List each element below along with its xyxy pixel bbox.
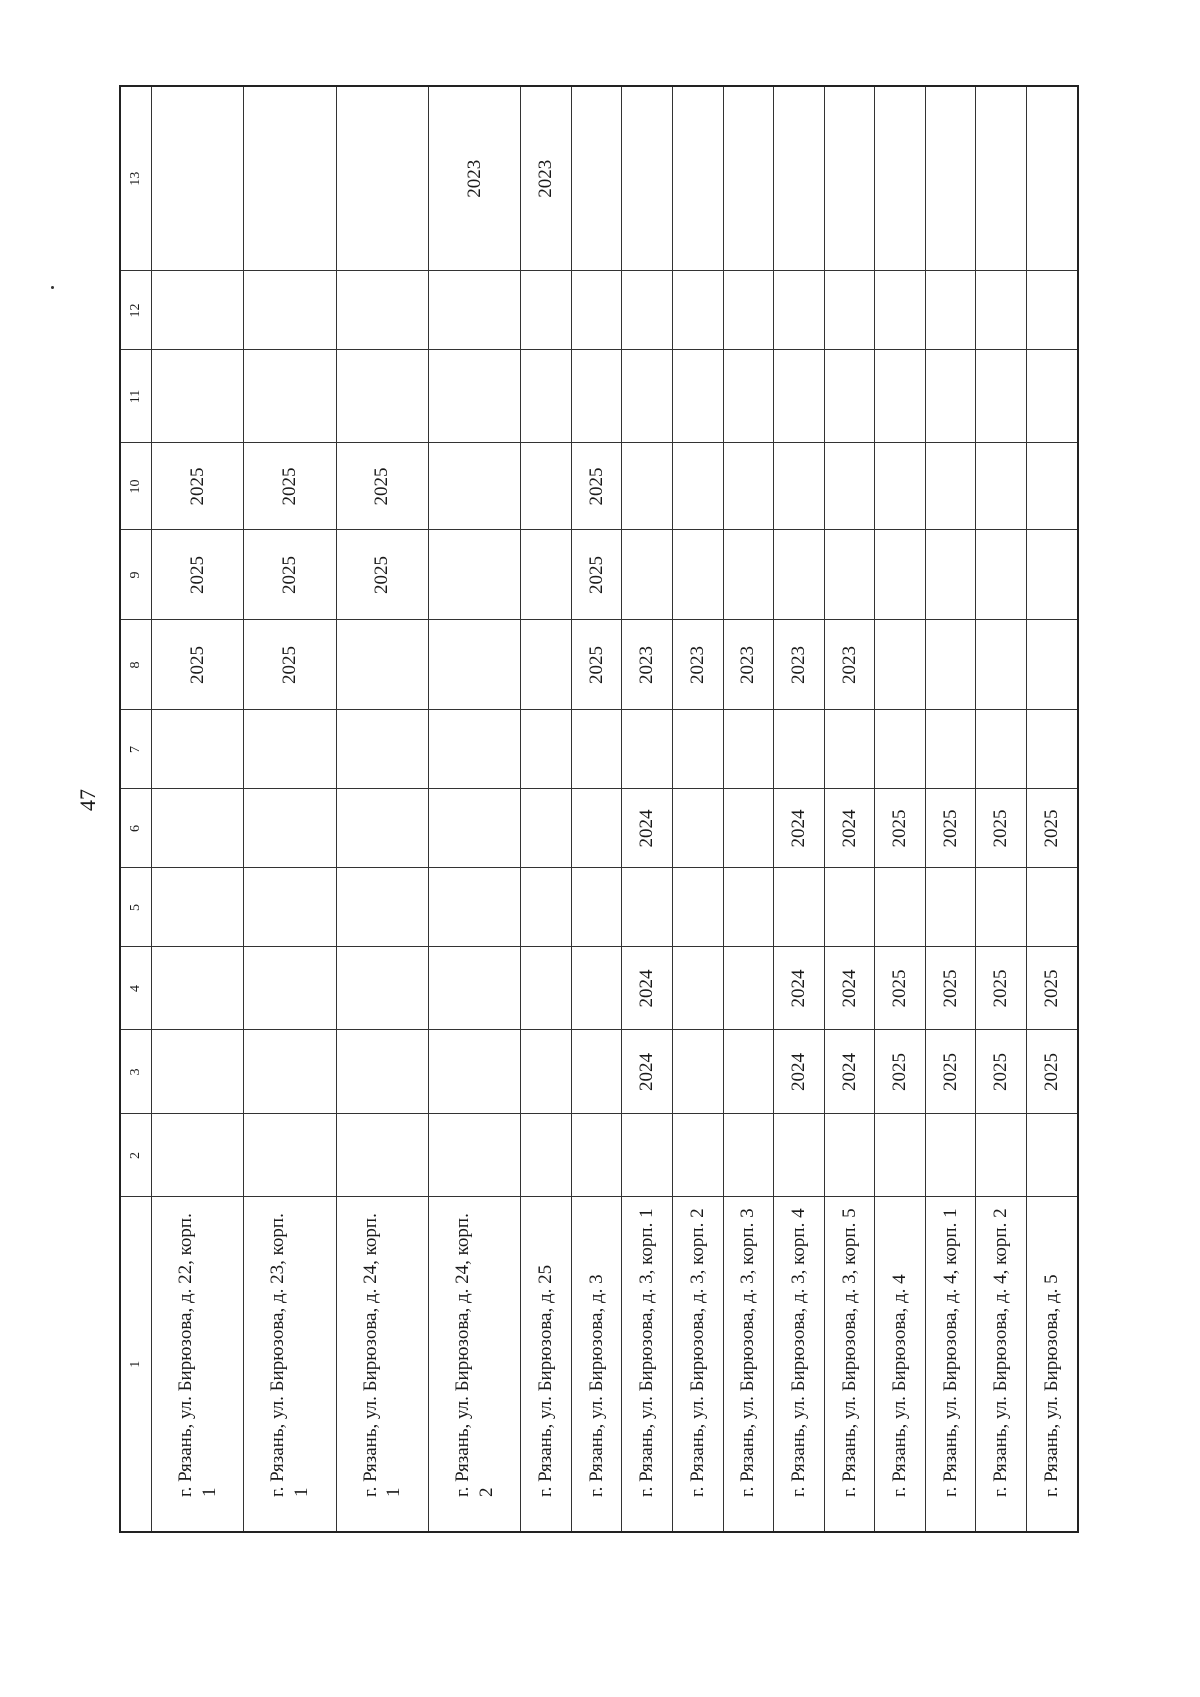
year-cell	[875, 1114, 926, 1197]
year-cell	[1026, 86, 1078, 271]
year-cell	[571, 1030, 622, 1114]
year-cell	[622, 1114, 673, 1197]
year-cell	[774, 443, 825, 530]
year-cell	[521, 789, 572, 868]
year-cell	[1026, 443, 1078, 530]
table-row	[571, 86, 622, 1532]
year-cell	[428, 443, 520, 530]
year-cell	[428, 710, 520, 789]
year-cell	[521, 350, 572, 443]
address-cell: г. Рязань, ул. Бирюзова, д. 3, корп. 5	[824, 1197, 875, 1532]
year-cell	[244, 789, 336, 868]
year-cell: 2025	[244, 530, 336, 620]
year-cell	[1026, 271, 1078, 350]
year-cell: 2025	[571, 620, 622, 710]
address-cell: г. Рязань, ул. Бирюзова, д. 4, корп. 2	[976, 1197, 1027, 1532]
year-cell	[336, 620, 428, 710]
column-number: 8	[120, 620, 152, 710]
year-cell	[244, 86, 336, 271]
table-row	[244, 86, 336, 1532]
year-cell	[244, 1114, 336, 1197]
year-cell	[976, 350, 1027, 443]
year-cell	[976, 710, 1027, 789]
year-cell	[723, 789, 774, 868]
year-cell	[336, 86, 428, 271]
year-cell	[723, 868, 774, 947]
year-cell	[723, 350, 774, 443]
year-cell	[1026, 868, 1078, 947]
year-cell	[622, 530, 673, 620]
column-number: 1	[120, 1197, 152, 1532]
year-cell	[723, 710, 774, 789]
year-cell	[723, 443, 774, 530]
scan-speck	[51, 286, 54, 289]
year-cell	[428, 1030, 520, 1114]
column-number: 12	[120, 271, 152, 350]
year-cell	[875, 443, 926, 530]
year-cell	[428, 271, 520, 350]
year-cell	[774, 530, 825, 620]
year-cell	[521, 1114, 572, 1197]
address-cell: г. Рязань, ул. Бирюзова, д. 22, корп. 1	[152, 1197, 244, 1532]
year-cell: 2025	[152, 443, 244, 530]
year-cell	[521, 443, 572, 530]
year-cell	[875, 86, 926, 271]
table-row	[723, 86, 774, 1532]
year-cell	[976, 620, 1027, 710]
year-cell: 2024	[824, 1030, 875, 1114]
year-cell	[428, 620, 520, 710]
page-number: 47	[75, 789, 100, 811]
year-cell: 2023	[824, 620, 875, 710]
year-cell: 2024	[622, 789, 673, 868]
year-cell	[925, 271, 976, 350]
year-cell	[571, 271, 622, 350]
year-cell	[925, 620, 976, 710]
year-cell	[428, 789, 520, 868]
year-cell	[152, 271, 244, 350]
year-cell	[152, 947, 244, 1030]
year-cell	[673, 1030, 724, 1114]
year-cell	[976, 868, 1027, 947]
year-cell	[336, 868, 428, 947]
year-cell	[824, 271, 875, 350]
year-cell	[622, 868, 673, 947]
table-row	[976, 86, 1027, 1532]
table-row	[925, 86, 976, 1532]
year-cell	[925, 86, 976, 271]
column-number: 3	[120, 1030, 152, 1114]
year-cell: 2025	[976, 789, 1027, 868]
year-cell	[723, 86, 774, 271]
year-cell	[723, 1030, 774, 1114]
year-cell: 2024	[774, 789, 825, 868]
year-cell	[774, 1114, 825, 1197]
year-cell	[875, 530, 926, 620]
year-cell	[244, 710, 336, 789]
year-cell	[824, 1114, 875, 1197]
address-cell: г. Рязань, ул. Бирюзова, д. 24, корп. 1	[336, 1197, 428, 1532]
year-cell: 2025	[1026, 947, 1078, 1030]
year-cell	[571, 350, 622, 443]
year-cell	[622, 443, 673, 530]
year-cell	[925, 530, 976, 620]
year-cell	[622, 271, 673, 350]
year-cell	[152, 1114, 244, 1197]
address-cell: г. Рязань, ул. Бирюзова, д. 4, корп. 1	[925, 1197, 976, 1532]
year-cell	[152, 86, 244, 271]
year-cell: 2025	[976, 947, 1027, 1030]
year-cell	[976, 530, 1027, 620]
year-cell: 2025	[1026, 1030, 1078, 1114]
schedule-table	[119, 85, 1079, 1533]
year-cell: 2025	[925, 1030, 976, 1114]
year-cell: 2024	[774, 1030, 825, 1114]
year-cell	[824, 868, 875, 947]
address-cell: г. Рязань, ул. Бирюзова, д. 3, корп. 2	[673, 1197, 724, 1532]
column-number: 6	[120, 789, 152, 868]
year-cell	[336, 947, 428, 1030]
year-cell	[824, 350, 875, 443]
year-cell	[571, 1114, 622, 1197]
address-cell: г. Рязань, ул. Бирюзова, д. 25	[521, 1197, 572, 1532]
year-cell	[521, 530, 572, 620]
year-cell	[428, 868, 520, 947]
year-cell: 2024	[824, 947, 875, 1030]
year-cell	[774, 710, 825, 789]
year-cell	[622, 350, 673, 443]
year-cell	[1026, 710, 1078, 789]
year-cell	[774, 271, 825, 350]
year-cell: 2023	[622, 620, 673, 710]
year-cell	[774, 868, 825, 947]
year-cell	[976, 86, 1027, 271]
year-cell	[824, 443, 875, 530]
table-row	[521, 86, 572, 1532]
year-cell: 2025	[152, 530, 244, 620]
address-cell: г. Рязань, ул. Бирюзова, д. 3, корп. 3	[723, 1197, 774, 1532]
address-cell: г. Рязань, ул. Бирюзова, д. 3	[571, 1197, 622, 1532]
year-cell: 2025	[1026, 789, 1078, 868]
year-cell	[824, 530, 875, 620]
table-row	[875, 86, 926, 1532]
year-cell: 2023	[673, 620, 724, 710]
table-row	[622, 86, 673, 1532]
year-cell	[673, 789, 724, 868]
year-cell	[571, 789, 622, 868]
year-cell	[336, 350, 428, 443]
table-row	[673, 86, 724, 1532]
table-row	[336, 86, 428, 1532]
year-cell	[673, 868, 724, 947]
year-cell: 2025	[875, 947, 926, 1030]
year-cell	[571, 86, 622, 271]
year-cell	[723, 1114, 774, 1197]
year-cell	[723, 947, 774, 1030]
year-cell	[336, 1114, 428, 1197]
year-cell	[428, 350, 520, 443]
year-cell	[976, 443, 1027, 530]
year-cell	[622, 86, 673, 271]
year-cell	[1026, 350, 1078, 443]
year-cell	[336, 789, 428, 868]
year-cell	[1026, 620, 1078, 710]
year-cell	[774, 350, 825, 443]
column-number: 13	[120, 86, 152, 271]
year-cell	[976, 271, 1027, 350]
column-number: 5	[120, 868, 152, 947]
year-cell	[875, 271, 926, 350]
year-cell	[875, 868, 926, 947]
year-cell	[673, 530, 724, 620]
year-cell	[244, 1030, 336, 1114]
year-cell	[521, 271, 572, 350]
year-cell: 2025	[152, 620, 244, 710]
year-cell	[875, 620, 926, 710]
year-cell	[521, 947, 572, 1030]
column-number-row	[120, 86, 152, 1532]
year-cell: 2024	[824, 789, 875, 868]
year-cell	[925, 443, 976, 530]
year-cell	[673, 710, 724, 789]
year-cell	[571, 947, 622, 1030]
year-cell: 2023	[521, 86, 572, 271]
year-cell: 2024	[622, 1030, 673, 1114]
year-cell	[925, 710, 976, 789]
year-cell	[152, 350, 244, 443]
column-number: 9	[120, 530, 152, 620]
year-cell: 2023	[428, 86, 520, 271]
year-cell	[571, 710, 622, 789]
column-number: 11	[120, 350, 152, 443]
address-cell: г. Рязань, ул. Бирюзова, д. 5	[1026, 1197, 1078, 1532]
year-cell	[521, 710, 572, 789]
address-cell: г. Рязань, ул. Бирюзова, д. 3, корп. 1	[622, 1197, 673, 1532]
year-cell	[152, 1030, 244, 1114]
year-cell	[976, 1114, 1027, 1197]
column-number: 2	[120, 1114, 152, 1197]
year-cell: 2025	[875, 1030, 926, 1114]
year-cell	[152, 868, 244, 947]
year-cell: 2025	[336, 530, 428, 620]
table-row	[152, 86, 244, 1532]
year-cell	[244, 350, 336, 443]
year-cell	[774, 86, 825, 271]
table-row	[1026, 86, 1078, 1532]
year-cell: 2025	[976, 1030, 1027, 1114]
year-cell: 2025	[571, 443, 622, 530]
year-cell	[673, 271, 724, 350]
year-cell	[925, 1114, 976, 1197]
address-cell: г. Рязань, ул. Бирюзова, д. 4	[875, 1197, 926, 1532]
address-cell: г. Рязань, ул. Бирюзова, д. 23, корп. 1	[244, 1197, 336, 1532]
year-cell: 2025	[875, 789, 926, 868]
year-cell	[622, 710, 673, 789]
table-row	[428, 86, 520, 1532]
year-cell: 2025	[571, 530, 622, 620]
year-cell	[152, 789, 244, 868]
year-cell	[824, 86, 875, 271]
year-cell	[521, 1030, 572, 1114]
year-cell: 2023	[774, 620, 825, 710]
year-cell	[152, 710, 244, 789]
year-cell: 2023	[723, 620, 774, 710]
address-cell: г. Рязань, ул. Бирюзова, д. 3, корп. 4	[774, 1197, 825, 1532]
year-cell	[875, 350, 926, 443]
column-number: 10	[120, 443, 152, 530]
year-cell: 2025	[925, 947, 976, 1030]
year-cell	[244, 947, 336, 1030]
year-cell	[336, 271, 428, 350]
year-cell	[673, 443, 724, 530]
year-cell: 2025	[244, 620, 336, 710]
year-cell	[925, 868, 976, 947]
year-cell	[925, 350, 976, 443]
year-cell	[673, 86, 724, 271]
column-number: 7	[120, 710, 152, 789]
year-cell	[673, 350, 724, 443]
column-number: 4	[120, 947, 152, 1030]
year-cell	[428, 947, 520, 1030]
year-cell	[1026, 1114, 1078, 1197]
year-cell	[673, 947, 724, 1030]
year-cell: 2025	[244, 443, 336, 530]
year-cell	[336, 1030, 428, 1114]
address-cell: г. Рязань, ул. Бирюзова, д. 24, корп. 2	[428, 1197, 520, 1532]
year-cell: 2024	[622, 947, 673, 1030]
year-cell	[1026, 530, 1078, 620]
rotated-table-sheet	[119, 87, 1079, 1533]
year-cell	[244, 868, 336, 947]
year-cell: 2024	[774, 947, 825, 1030]
year-cell: 2025	[336, 443, 428, 530]
year-cell	[824, 710, 875, 789]
year-cell	[244, 271, 336, 350]
year-cell	[521, 868, 572, 947]
year-cell: 2025	[925, 789, 976, 868]
year-cell	[428, 530, 520, 620]
year-cell	[428, 1114, 520, 1197]
table-body	[120, 86, 1078, 1532]
year-cell	[875, 710, 926, 789]
table-row	[824, 86, 875, 1532]
year-cell	[723, 271, 774, 350]
year-cell	[571, 868, 622, 947]
year-cell	[521, 620, 572, 710]
table-row	[774, 86, 825, 1532]
year-cell	[673, 1114, 724, 1197]
year-cell	[723, 530, 774, 620]
year-cell	[336, 710, 428, 789]
